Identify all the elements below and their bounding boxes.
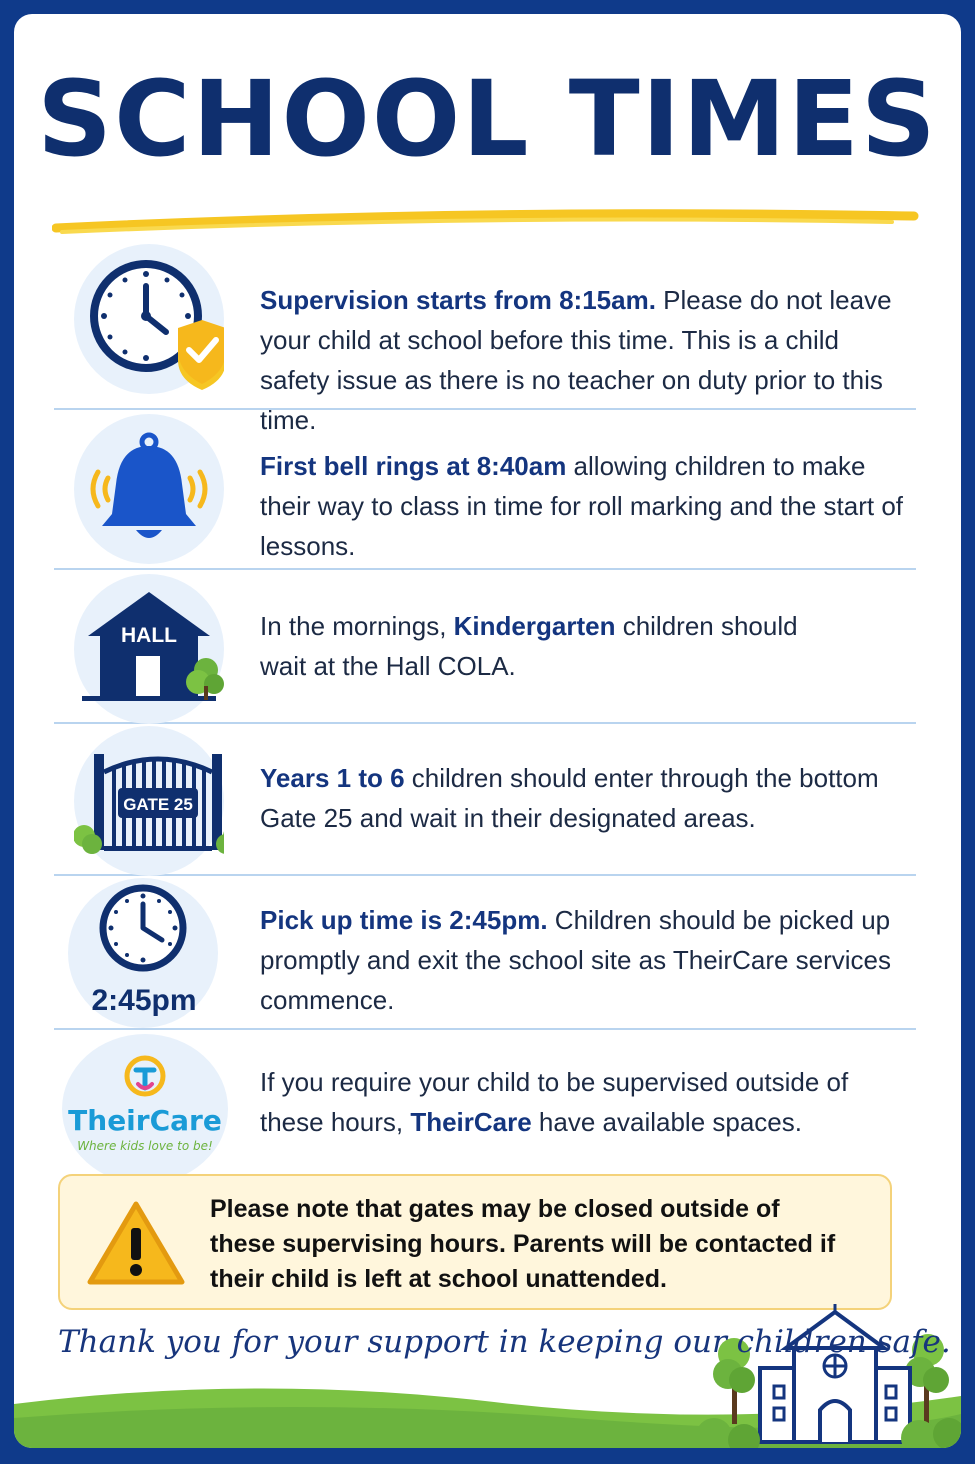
supervision-row xyxy=(54,242,916,435)
kindergarten-row xyxy=(54,570,916,724)
svg-text:GATE 25: GATE 25 xyxy=(123,795,193,814)
theircare-row xyxy=(54,1030,916,1170)
pickup-text: Pick up time is 2:45pm. Children should be picked up promptly and exit the school site as TheirCare services commence. xyxy=(260,905,892,1015)
first-bell-text: First bell rings at 8:40am allowing children to make their way to class in time for roll marking and the start of lessons. xyxy=(260,451,904,561)
pickup-row xyxy=(54,876,916,1030)
gate-icon xyxy=(74,726,224,876)
warning-icon xyxy=(84,1198,188,1288)
svg-text:TheirCare: TheirCare xyxy=(68,1104,222,1137)
theircare-text: If you require your child to be supervised outside of these hours, TheirCare have available spaces. xyxy=(260,1067,849,1137)
title-underline xyxy=(52,202,922,242)
hall-icon xyxy=(74,574,224,724)
svg-text:Where kids love to be!: Where kids love to be! xyxy=(77,1139,213,1153)
page-title: SCHOOL TIMES xyxy=(37,58,938,180)
years-text: Years 1 to 6 children should enter through the bottom Gate 25 and wait in their designated areas. xyxy=(260,763,879,833)
svg-text:2:45pm: 2:45pm xyxy=(91,984,197,1017)
clock-icon xyxy=(68,878,218,1028)
first-bell-row xyxy=(54,410,916,570)
kindergarten-text: In the mornings, Kindergarten children should wait at the Hall COLA. xyxy=(260,611,798,681)
svg-text:HALL: HALL xyxy=(121,624,177,647)
bell-icon xyxy=(74,414,224,564)
gate-notice xyxy=(58,1174,892,1310)
poster-card xyxy=(14,14,961,1448)
clock-shield-icon xyxy=(74,244,224,394)
years-row xyxy=(54,724,916,876)
theircare-logo xyxy=(62,1034,228,1184)
supervision-text: Supervision starts from 8:15am. Please do not leave your child at school before this time. This is a child safety issue as there is no teacher on duty prior to this time. xyxy=(260,285,892,435)
notice-text: Please note that gates may be closed outside of these supervising hours. Parents will be contacted if their child is left at school unattended. xyxy=(210,1195,836,1293)
thank-you-message: Thank you for your support in keeping our children safe. xyxy=(58,1324,951,1360)
